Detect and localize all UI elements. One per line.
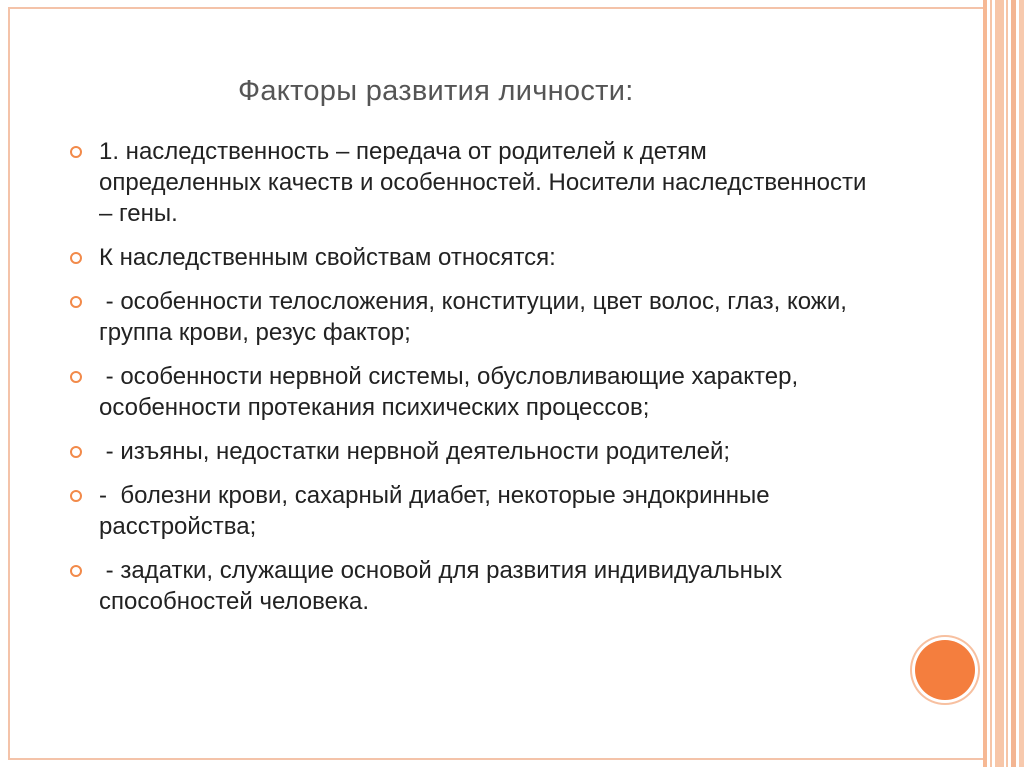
list-item-text: К наследственным свойствам относятся:	[99, 244, 556, 271]
list-item-text: - болезни крови, сахарный диабет, некоторые эндокринные расстройства;	[99, 482, 777, 540]
list-item	[68, 242, 868, 273]
list-item-text: 1. наследственность – передача от родителей к детям определенных качеств и особенностей. Носители наследственности – гены.	[99, 138, 874, 227]
list-item-text: - особенности нервной системы, обусловливающие характер, особенности протекания психических процессов;	[99, 363, 805, 421]
list-item-text: - изъяны, недостатки нервной деятельности родителей;	[99, 438, 731, 465]
frame-left-line	[8, 7, 10, 760]
decor-stripe	[1011, 0, 1016, 767]
ring-bullet-icon	[70, 446, 82, 458]
frame-bottom-line	[8, 758, 983, 760]
decor-stripe	[995, 0, 1004, 767]
orange-circle-icon	[915, 640, 975, 700]
list-item-text: - задатки, служащие основой для развития индивидуальных способностей человека.	[99, 557, 789, 615]
ring-bullet-icon	[70, 296, 82, 308]
list-item	[68, 286, 868, 348]
ring-bullet-icon	[70, 371, 82, 383]
list-item	[68, 555, 868, 617]
decor-stripe	[1006, 0, 1008, 767]
ring-bullet-icon	[70, 490, 82, 502]
frame-top-line	[8, 7, 983, 9]
list-item	[68, 361, 868, 423]
bullet-list	[68, 136, 874, 630]
slide-title: Факторы развития личности:	[238, 75, 634, 107]
decor-stripe	[990, 0, 992, 767]
list-item-text: - особенности телосложения, конституции, цвет волос, глаз, кожи, группа крови, резус фактор;	[99, 288, 854, 346]
decor-stripe	[1019, 0, 1024, 767]
ring-bullet-icon	[70, 146, 82, 158]
ring-bullet-icon	[70, 565, 82, 577]
ring-bullet-icon	[70, 252, 82, 264]
list-item	[68, 480, 868, 542]
list-item	[68, 136, 874, 229]
decor-stripe	[983, 0, 987, 767]
list-item	[68, 436, 868, 467]
